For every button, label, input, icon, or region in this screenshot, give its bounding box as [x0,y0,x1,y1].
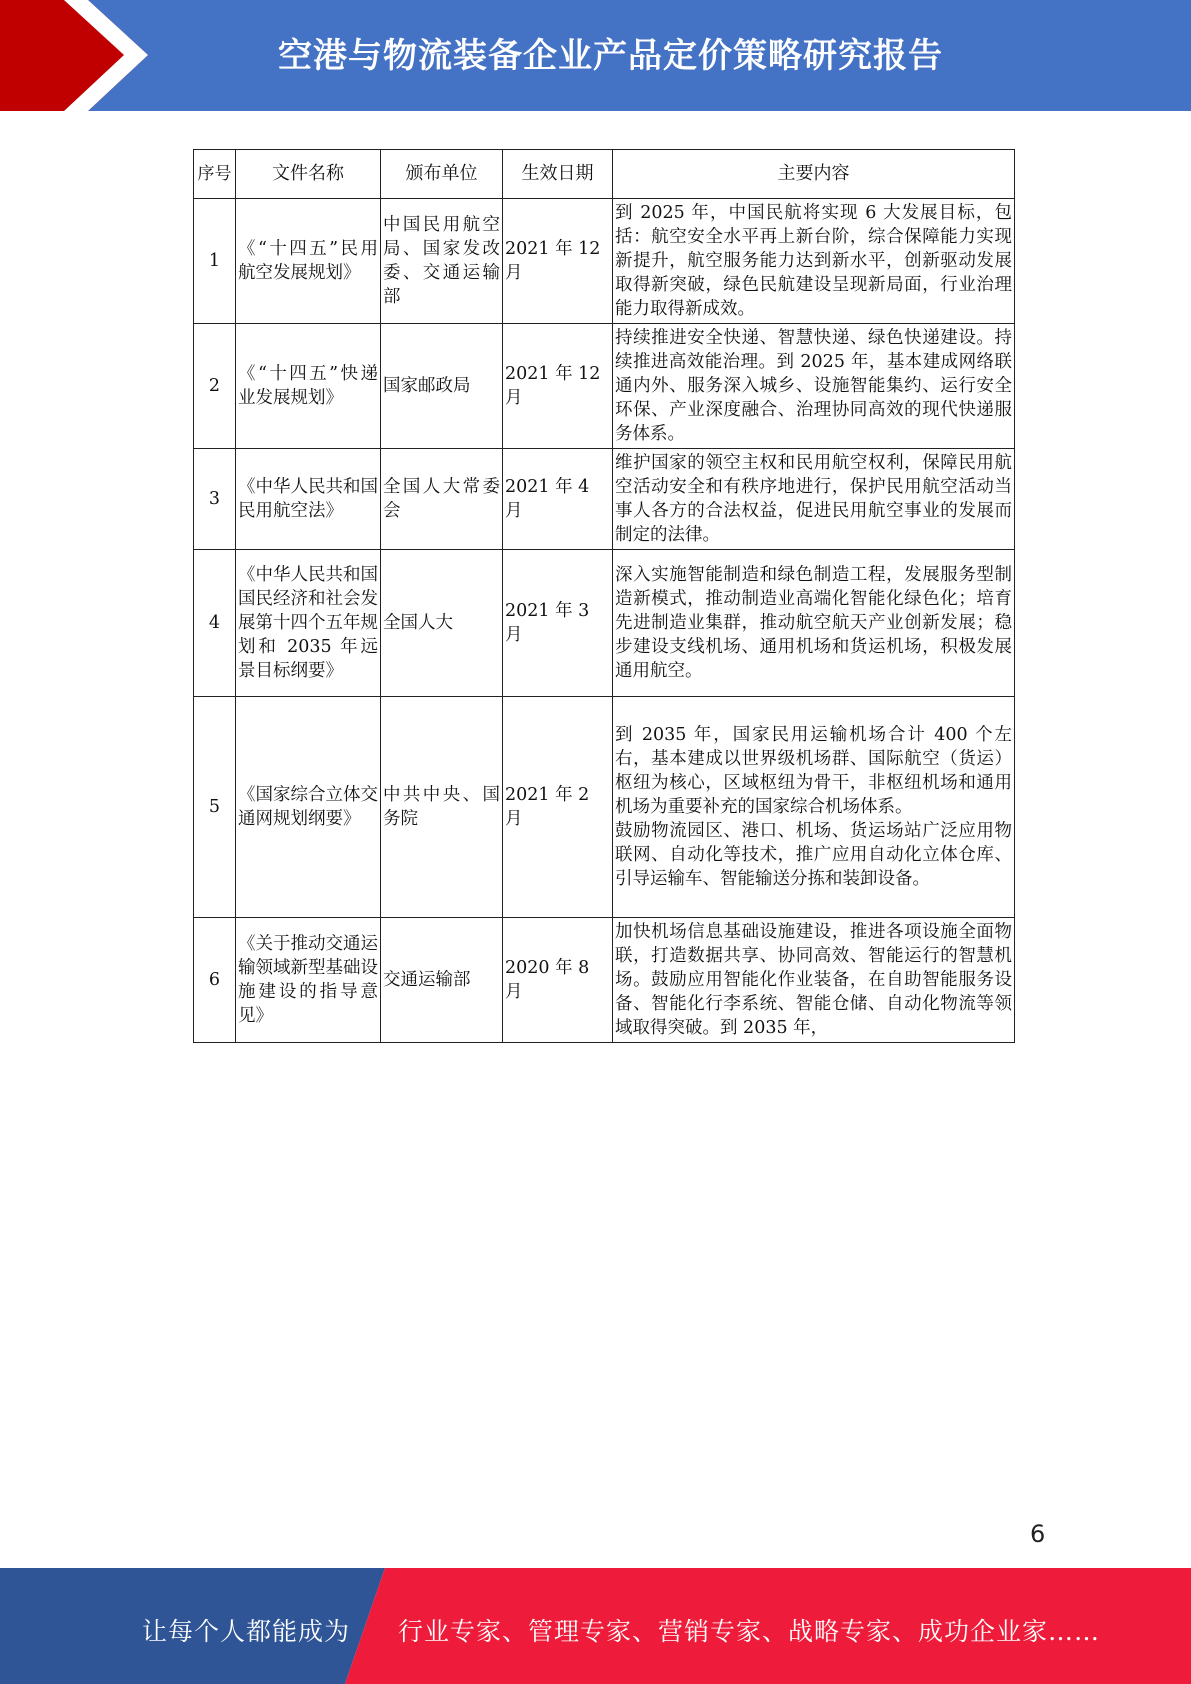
content-paragraph: 加快机场信息基础设施建设，推进各项设施全面物联，打造数据共享、协同高效、智能运行的智慧机场。鼓励应用智能化作业装备，在自助智能服务设备、智能化行李系统、智能仓储、自动化物流等领域取得突破。到 2035 年， [615,922,1012,1038]
issuing-authority: 交通运输部 [381,918,503,1043]
table-row [194,449,1015,550]
document-name: 《“十四五”快递业发展规划》 [236,324,381,449]
main-content [613,697,1015,918]
policy-table [193,149,1015,1043]
row-number: 2 [194,324,236,449]
document-name: 《关于推动交通运输领域新型基础设施建设的指导意见》 [236,918,381,1043]
main-content [613,918,1015,1043]
header-band [0,0,1191,111]
column-header-name: 文件名称 [236,150,381,199]
table-row [194,324,1015,449]
page-number: 6 [1030,1520,1046,1548]
table-row [194,199,1015,324]
issuing-authority: 中国民用航空局、国家发改委、交通运输部 [381,199,503,324]
effective-date: 2021 年 12 月 [503,324,613,449]
issuing-authority: 全国人大 [381,550,503,697]
content-paragraph: 鼓励物流园区、港口、机场、货运场站广泛应用物联网、自动化等技术，推广应用自动化立体仓库、引导运输车、智能输送分拣和装卸设备。 [615,821,1012,889]
content-paragraph: 深入实施智能制造和绿色制造工程，发展服务型制造新模式，推动制造业高端化智能化绿色化；培育先进制造业集群，推动航空航天产业创新发展；稳步建设支线机场、通用机场和货运机场，积极发展通用航空。 [615,565,1012,681]
main-content [613,324,1015,449]
content-paragraph: 到 2035 年，国家民用运输机场合计 400 个左右，基本建成以世界级机场群、国际航空（货运）枢纽为核心，区域枢纽为骨干，非枢纽机场和通用机场为重要补充的国家综合机场体系。 [615,725,1012,817]
main-content [613,550,1015,697]
issuing-authority: 国家邮政局 [381,324,503,449]
row-number: 1 [194,199,236,324]
effective-date: 2021 年 4 月 [503,449,613,550]
row-number: 6 [194,918,236,1043]
table-header-row [194,150,1015,199]
document-name: 《国家综合立体交通网规划纲要》 [236,697,381,918]
effective-date: 2021 年 3 月 [503,550,613,697]
header-chevron-icon [0,0,160,111]
footer-band [0,1568,1191,1684]
row-number: 5 [194,697,236,918]
main-content [613,449,1015,550]
effective-date: 2021 年 2 月 [503,697,613,918]
report-title: 空港与物流装备企业产品定价策略研究报告 [278,36,943,76]
content-paragraph: 维护国家的领空主权和民用航空权利，保障民用航空活动安全和有秩序地进行，保护民用航空活动当事人各方的合法权益，促进民用航空事业的发展而制定的法律。 [615,453,1012,545]
column-header-content: 主要内容 [613,150,1015,199]
column-header-date: 生效日期 [503,150,613,199]
effective-date: 2020 年 8 月 [503,918,613,1043]
content-paragraph: 到 2025 年，中国民航将实现 6 大发展目标，包括：航空安全水平再上新台阶，综合保障能力实现新提升，航空服务能力达到新水平，创新驱动发展取得新突破，绿色民航建设呈现新局面，行业治理能力取得新成效。 [615,203,1012,319]
issuing-authority: 中共中央、国务院 [381,697,503,918]
footer-slogan-left: 让每个人都能成为 [142,1617,351,1646]
table-row [194,550,1015,697]
document-name: 《“十四五”民用航空发展规划》 [236,199,381,324]
effective-date: 2021 年 12 月 [503,199,613,324]
main-content [613,199,1015,324]
document-name: 《中华人民共和国国民经济和社会发展第十四个五年规划和 2035 年远景目标纲要》 [236,550,381,697]
table-row [194,697,1015,918]
issuing-authority: 全国人大常委会 [381,449,503,550]
footer-slogan-right: 行业专家、管理专家、营销专家、战略专家、成功企业家…… [398,1617,1101,1646]
table-row [194,918,1015,1043]
content-paragraph: 持续推进安全快递、智慧快递、绿色快递建设。持续推进高效能治理。到 2025 年，基本建成网络联通内外、服务深入城乡、设施智能集约、运行安全环保、产业深度融合、治理协同高效的现代快递服务体系。 [615,328,1012,444]
row-number: 4 [194,550,236,697]
row-number: 3 [194,449,236,550]
document-name: 《中华人民共和国民用航空法》 [236,449,381,550]
column-header-issuer: 颁布单位 [381,150,503,199]
column-header-no: 序号 [194,150,236,199]
